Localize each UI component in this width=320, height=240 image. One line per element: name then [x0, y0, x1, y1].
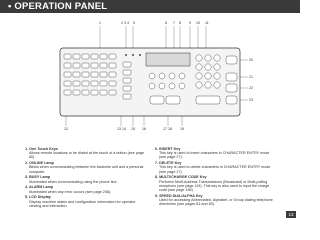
callout-13-14: 13 14 — [117, 127, 126, 131]
item-1: 1. One Touch Keys Allows remote locations to be dialed at the touch of a button (see page 80). — [25, 147, 145, 160]
section-title: • OPERATION PANEL — [8, 1, 108, 12]
callout-10: 10 — [196, 21, 200, 25]
callout-23: 23 — [249, 98, 253, 102]
callout-22: 22 — [249, 86, 253, 90]
callout-7: 7 — [173, 21, 175, 25]
callout-11: 11 — [205, 21, 209, 25]
description-column-left — [25, 147, 145, 210]
item-7: 7. DELETE Key This key is used to delete characters in CHARACTER ENTRY mode (see page 27). — [155, 161, 271, 174]
callout-8: 8 — [179, 21, 181, 25]
callout-5: 5 — [133, 21, 135, 25]
callout-16: 16 — [142, 127, 146, 131]
section-header — [0, 0, 300, 13]
item-3: 3. BUSY Lamp Illuminated when communicating using the phone line. — [25, 175, 118, 184]
callout-20: 20 — [249, 58, 253, 62]
callout-1: 1 — [99, 21, 101, 25]
callout-21: 21 — [249, 75, 253, 79]
callout-9: 9 — [189, 21, 191, 25]
item-5: 5. LCD Display Display machine status and configuration information for operator viewing and interaction. — [25, 195, 136, 208]
callout-12: 12 — [64, 127, 68, 131]
item-9: 9. SPEED DIAL/ALPHA Key Used for accessing Abbreviated, Alphabet, or Group dialing telephone directories (see pages 81 and 83). — [155, 193, 273, 207]
callout-6: 6 — [165, 21, 167, 25]
callout-15: 15 — [131, 127, 135, 131]
item-8: 8. MULTI/CHARGE CODE Key Performs Multi-Address Transmissions (Broadcast) or Multi-polling receptions (see page 119). This key is also used to input the charge code (see page 156). — [155, 175, 270, 193]
callout-17-18: 17 18 — [163, 127, 172, 131]
page-number: 13 — [286, 211, 296, 218]
item-2: 2. ONLINE Lamp Blinks when communicating between the facsimile unit and a personal computer. — [25, 161, 144, 174]
callout-2-3-4: 2 3 4 — [121, 21, 129, 25]
item-6: 6. INSERT Key This key is used to insert characters in CHARACTER ENTRY mode (see page 27). — [155, 147, 270, 160]
operation-panel-diagram — [56, 18, 256, 138]
callout-19: 19 — [180, 127, 184, 131]
description-column-right — [155, 147, 275, 208]
lcd-display — [146, 53, 190, 66]
item-4: 4. ALARM Lamp Illuminated when any error occurs (see page 206). — [25, 185, 112, 194]
